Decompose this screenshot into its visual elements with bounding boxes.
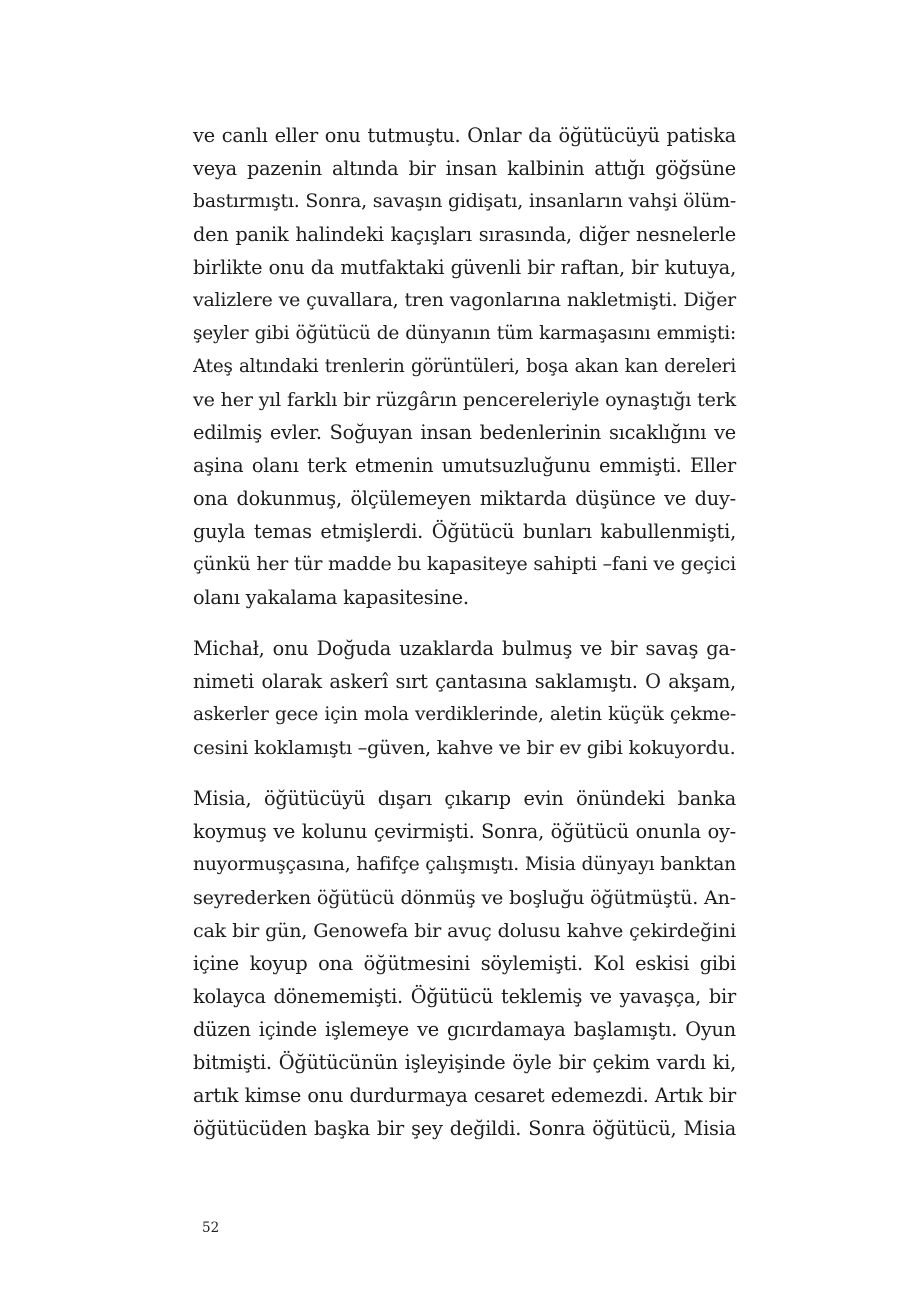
text-line: den panik halindeki kaçışları sırasında, diğer nesnelerle: [193, 223, 736, 246]
paragraph: [193, 119, 736, 614]
page-body: [193, 119, 736, 1145]
page-number: 52: [202, 1220, 220, 1236]
text-line: veya pazenin altında bir insan kalbinin attığı göğsüne: [193, 157, 736, 180]
text-line: ve canlı eller onu tutmuştu. Onlar da öğütücüyü patiska: [193, 124, 736, 147]
text-line: artık kimse onu durdurmaya cesaret edemezdi. Artık bir: [193, 1084, 736, 1107]
text-line: birlikte onu da mutfaktaki güvenli bir raftan, bir kutuya,: [193, 256, 736, 279]
text-line: Ateş altındaki trenlerin görüntüleri, boşa akan kan dereleri: [193, 356, 736, 377]
text-line: cak bir gün, Genowefa bir avuç dolusu kahve çekirdeğini: [193, 919, 736, 942]
text-line: cesini koklamıştı –güven, kahve ve bir ev gibi kokuyordu.: [193, 736, 736, 759]
text-line: ve her yıl farklı bir rüzgârın pencereleriyle oynaştığı terk: [193, 388, 736, 411]
text-line: bitmişti. Öğütücünün işleyişinde öyle bir çekim vardı ki,: [193, 1051, 736, 1074]
text-line: öğütücüden başka bir şey değildi. Sonra öğütücü, Misia: [193, 1117, 736, 1140]
text-line: içine koyup ona öğütmesini söylemişti. Kol eskisi gibi: [193, 952, 736, 975]
text-line: kolayca dönememişti. Öğütücü teklemiş ve yavaşça, bir: [193, 985, 736, 1008]
text-line: seyrederken öğütücü dönmüş ve boşluğu öğütmüştü. An-: [193, 886, 736, 909]
text-line: düzen içinde işlemeye ve gıcırdamaya başlamıştı. Oyun: [193, 1018, 736, 1041]
text-line: çünkü her tür madde bu kapasiteye sahipti –fani ve geçici: [193, 553, 736, 575]
paragraph: [193, 782, 736, 1145]
text-line: guyla temas etmişlerdi. Öğütücü bunları kabullenmişti,: [193, 520, 736, 543]
text-line: koymuş ve kolunu çevirmişti. Sonra, öğütücü onunla oy-: [193, 820, 736, 843]
text-line: bastırmıştı. Sonra, savaşın gidişatı, insanların vahşi ölüm-: [193, 190, 737, 212]
text-line: Michał, onu Doğuda uzaklarda bulmuş ve bir savaş ga-: [193, 637, 736, 660]
text-line: şeyler gibi öğütücü de dünyanın tüm karmaşasını emmişti:: [193, 323, 736, 344]
paragraph: [193, 632, 736, 764]
text-line: edilmiş evler. Soğuyan insan bedenlerinin sıcaklığını ve: [193, 421, 736, 444]
text-line: nimeti olarak askerî sırt çantasına saklamıştı. O akşam,: [193, 670, 736, 693]
text-line: nuyormuşçasına, hafifçe çalışmıştı. Misia dünyayı banktan: [193, 854, 736, 875]
text-line: valizlere ve çuvallara, tren vagonlarına nakletmişti. Diğer: [193, 289, 736, 311]
text-line: askerler gece için mola verdiklerinde, aletin küçük çekme-: [193, 704, 736, 725]
text-line: ona dokunmuş, ölçülemeyen miktarda düşünce ve duy-: [193, 487, 736, 510]
text-line: olanı yakalama kapasitesine.: [193, 586, 469, 609]
text-line: Misia, öğütücüyü dışarı çıkarıp evin önündeki banka: [193, 787, 736, 810]
text-line: aşina olanı terk etmenin umutsuzluğunu emmişti. Eller: [193, 454, 736, 477]
